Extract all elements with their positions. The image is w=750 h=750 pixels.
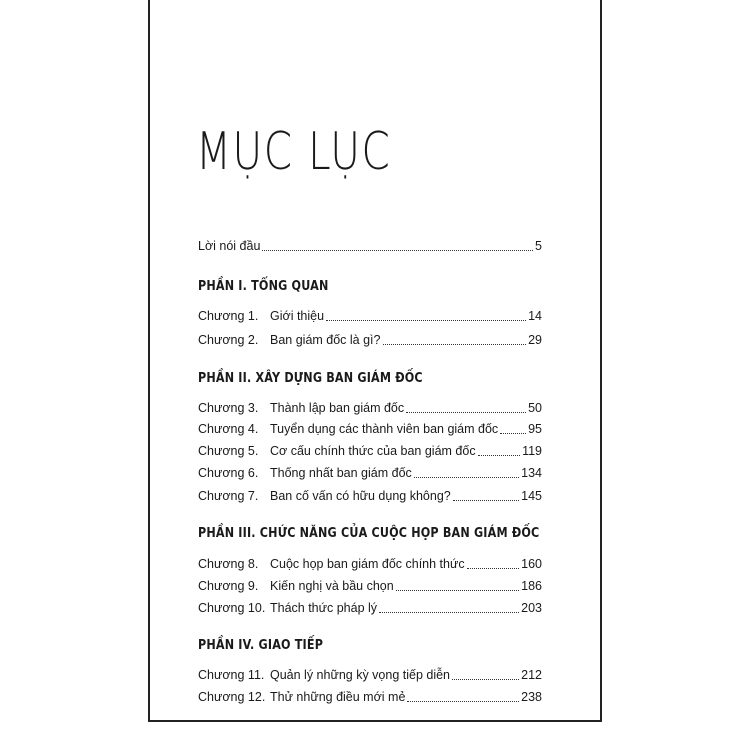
toc-entry [198, 556, 542, 572]
page-title: MỤC LỤC [196, 122, 392, 182]
chapter-number: Chương 7. [198, 489, 259, 503]
toc-entry [198, 578, 542, 594]
chapter-title: Thành lập ban giám đốc [270, 401, 405, 415]
dot-leader [326, 320, 526, 321]
chapter-title: Cơ cấu chính thức của ban giám đốc [270, 444, 476, 458]
chapter-page: 95 [528, 422, 542, 436]
chapter-page: 212 [521, 668, 542, 682]
toc-entry [198, 600, 542, 616]
part-heading: PHẦN II. XÂY DỰNG BAN GIÁM ĐỐC [198, 371, 423, 386]
toc-entry [198, 689, 542, 705]
part-heading: PHẦN IV. GIAO TIẾP [198, 638, 324, 653]
chapter-page: 50 [528, 401, 542, 415]
toc-entry [198, 465, 542, 481]
toc-entry [198, 421, 542, 437]
chapter-number: Chương 5. [198, 444, 259, 458]
toc-entry-preface [198, 238, 542, 254]
dot-leader [379, 612, 519, 613]
toc-entry [198, 488, 542, 504]
chapter-page: 238 [521, 690, 542, 704]
dot-leader [500, 433, 526, 434]
chapter-page: 14 [528, 309, 542, 323]
chapter-title: Ban cố vấn có hữu dụng không? [270, 489, 451, 503]
chapter-title: Giới thiệu [270, 309, 325, 323]
dot-leader [262, 250, 533, 251]
chapter-number: Chương 11. [198, 668, 265, 682]
dot-leader [406, 412, 526, 413]
chapter-title: Tuyển dụng các thành viên ban giám đốc [270, 422, 499, 436]
dot-leader [467, 568, 520, 569]
dot-leader [478, 455, 520, 456]
dot-leader [383, 344, 527, 345]
chapter-page: 29 [528, 333, 542, 347]
chapter-title: Thách thức pháp lý [270, 601, 378, 615]
chapter-page: 186 [521, 579, 542, 593]
chapter-number: Chương 8. [198, 557, 259, 571]
chapter-title: Thử những điều mới mẻ [270, 690, 406, 704]
chapter-title: Quản lý những kỳ vọng tiếp diễn [270, 668, 451, 682]
chapter-number: Chương 4. [198, 422, 259, 436]
chapter-number: Chương 10. [198, 601, 266, 615]
chapter-page: 203 [521, 601, 542, 615]
toc-entry [198, 667, 542, 683]
toc-entry [198, 443, 542, 459]
chapter-number: Chương 3. [198, 401, 259, 415]
dot-leader [396, 590, 519, 591]
toc-entry [198, 400, 542, 416]
dot-leader [414, 477, 519, 478]
chapter-number: Chương 6. [198, 466, 259, 480]
chapter-title: Thống nhất ban giám đốc [270, 466, 412, 480]
chapter-page: 160 [521, 557, 542, 571]
chapter-number: Chương 12. [198, 690, 266, 704]
toc-entry [198, 332, 542, 348]
dot-leader [452, 679, 519, 680]
part-heading: PHẦN III. CHỨC NĂNG CỦA CUỘC HỌP BAN GIÁM ĐỐC [198, 526, 540, 541]
chapter-page: 145 [521, 489, 542, 503]
chapter-number: Chương 2. [198, 333, 259, 347]
dot-leader [407, 701, 519, 702]
toc-entry-title: Lời nói đầu [198, 239, 261, 253]
toc-entry [198, 308, 542, 324]
chapter-number: Chương 9. [198, 579, 259, 593]
chapter-page: 119 [522, 444, 542, 458]
part-heading: PHẦN I. TỔNG QUAN [198, 279, 329, 294]
chapter-title: Kiến nghị và bầu chọn [270, 579, 394, 593]
chapter-page: 134 [521, 466, 542, 480]
dot-leader [453, 500, 519, 501]
chapter-title: Cuộc họp ban giám đốc chính thức [270, 557, 465, 571]
toc-entry-page: 5 [535, 239, 542, 253]
chapter-title: Ban giám đốc là gì? [270, 333, 381, 347]
chapter-number: Chương 1. [198, 309, 259, 323]
